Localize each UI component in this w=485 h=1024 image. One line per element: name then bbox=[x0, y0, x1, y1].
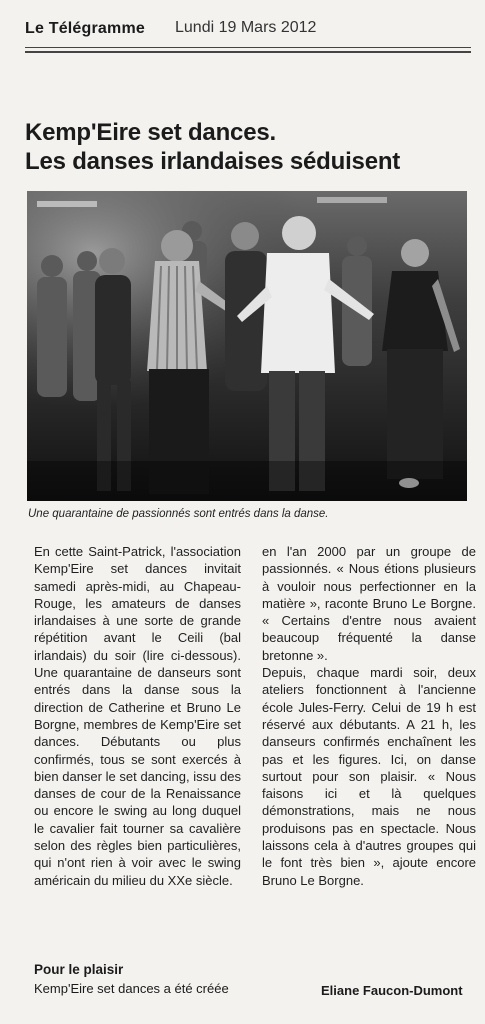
article-column-left bbox=[34, 543, 241, 889]
article-headline bbox=[25, 118, 465, 176]
masthead-rule-thick bbox=[25, 51, 471, 53]
dancers-photo bbox=[27, 191, 467, 501]
article-photo bbox=[27, 191, 467, 501]
body-paragraph: Depuis, chaque mardi soir, deux ateliers fonctionnent à l'ancienne école Jules-Ferry. Celui de 19 h est réservé aux débutants. A 21 h, les danseurs confirmés enchaînent les pas et les figures. Ici, on danse surtout pour son plaisir. « Nous faisons ici et là quelques démonstrations, mais ne nous produisons pas en spectacle. Nous laissons cela à d'autres groupes qui le font très bien », ajoute encore Bruno Le Borgne. bbox=[262, 665, 476, 888]
headline-line-2: Les danses irlandaises séduisent bbox=[25, 148, 401, 175]
body-paragraph: en l'an 2000 par un groupe de passionnés. « Nous étions plusieurs à vouloir nous perfectionner en la matière », raconte Bruno Le Borgne. « Certains d'entre nous avaient beaucoup fréquenté la danse bretonne ». bbox=[262, 544, 476, 663]
body-paragraph: En cette Saint-Patrick, l'association Kemp'Eire set dances invitait samedi après-midi, au Chapeau-Rouge, les amateurs de danses irlandaises à une sorte de grande répétition avant le Ceili (bal irlandais) du soir (lire ci-dessous). Une quarantaine de danseurs sont entrés dans la danse sous la direction de Catherine et Bruno Le Borgne, membres de Kemp'Eire set dances. Débutants ou plus confirmés, tous se sont exercés à bien danser le set dancing, issu des danses de cour de la Renaissance ou encore le swing au long duquel le cavalier fait tourner sa cavalière selon des règles bien particulières, qui n'ont rien à voir avec le swing américain du milieu du XXe siècle. bbox=[34, 544, 241, 888]
newspaper-name: Le Télégramme bbox=[25, 20, 145, 37]
section-lead-text: Kemp'Eire set dances a été créée bbox=[34, 981, 229, 996]
section-subhead: Pour le plaisir bbox=[34, 962, 124, 977]
masthead-rule bbox=[25, 47, 471, 48]
masthead bbox=[25, 17, 465, 43]
author-byline: Eliane Faucon-Dumont bbox=[321, 983, 463, 998]
photo-caption: Une quarantaine de passionnés sont entrés dans la danse. bbox=[28, 508, 329, 520]
issue-date: Lundi 19 Mars 2012 bbox=[175, 19, 317, 36]
headline-line-1: Kemp'Eire set dances. bbox=[25, 119, 276, 146]
article-column-right bbox=[262, 543, 476, 889]
